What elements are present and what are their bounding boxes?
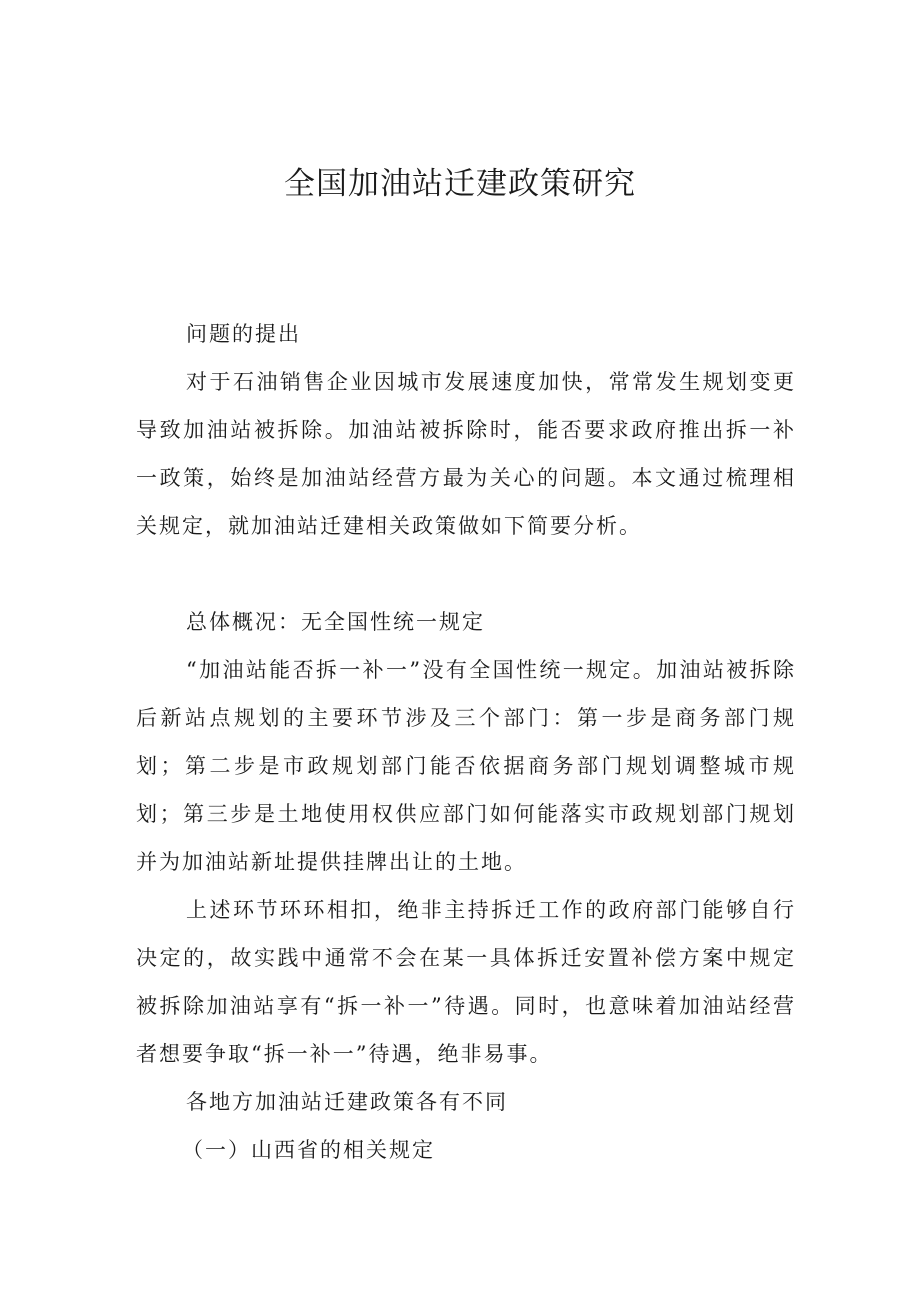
paragraph: “加油站能否拆一补一”没有全国性统一规定。加油站被拆除后新站点规划的主要环节涉及三个部门：第一步是商务部门规划；第二步是市政规划部门能否依据商务部门规划调整城市规划；第三步是土地使用权供应部门如何能落实市政规划部门规划并为加油站新址提供挂牌出让的土地。 xyxy=(136,658,796,874)
paragraph: 上述环节环环相扣，绝非主持拆迁工作的政府部门能够自行决定的，故实践中通常不会在某一具体拆迁安置补偿方案中规定被拆除加油站享有“拆一补一”待遇。同时，也意味着加油站经营者想要争取“拆一补一”待遇，绝非易事。 xyxy=(136,898,796,1066)
document-title: 全国加油站迁建政策研究 xyxy=(284,166,636,202)
section-heading: 各地方加油站迁建政策各有不同 xyxy=(186,1090,508,1114)
document-body xyxy=(136,310,796,1174)
section-heading: 问题的提出 xyxy=(186,322,301,346)
paragraph: 对于石油销售企业因城市发展速度加快，常常发生规划变更导致加油站被拆除。加油站被拆除时，能否要求政府推出拆一补一政策，始终是加油站经营方最为关心的问题。本文通过梳理相关规定，就加油站迁建相关政策做如下简要分析。 xyxy=(136,370,796,538)
section-heading: 总体概况：无全国性统一规定 xyxy=(186,610,485,634)
spacer xyxy=(136,550,796,598)
section-subheading: （一）山西省的相关规定 xyxy=(182,1138,435,1162)
